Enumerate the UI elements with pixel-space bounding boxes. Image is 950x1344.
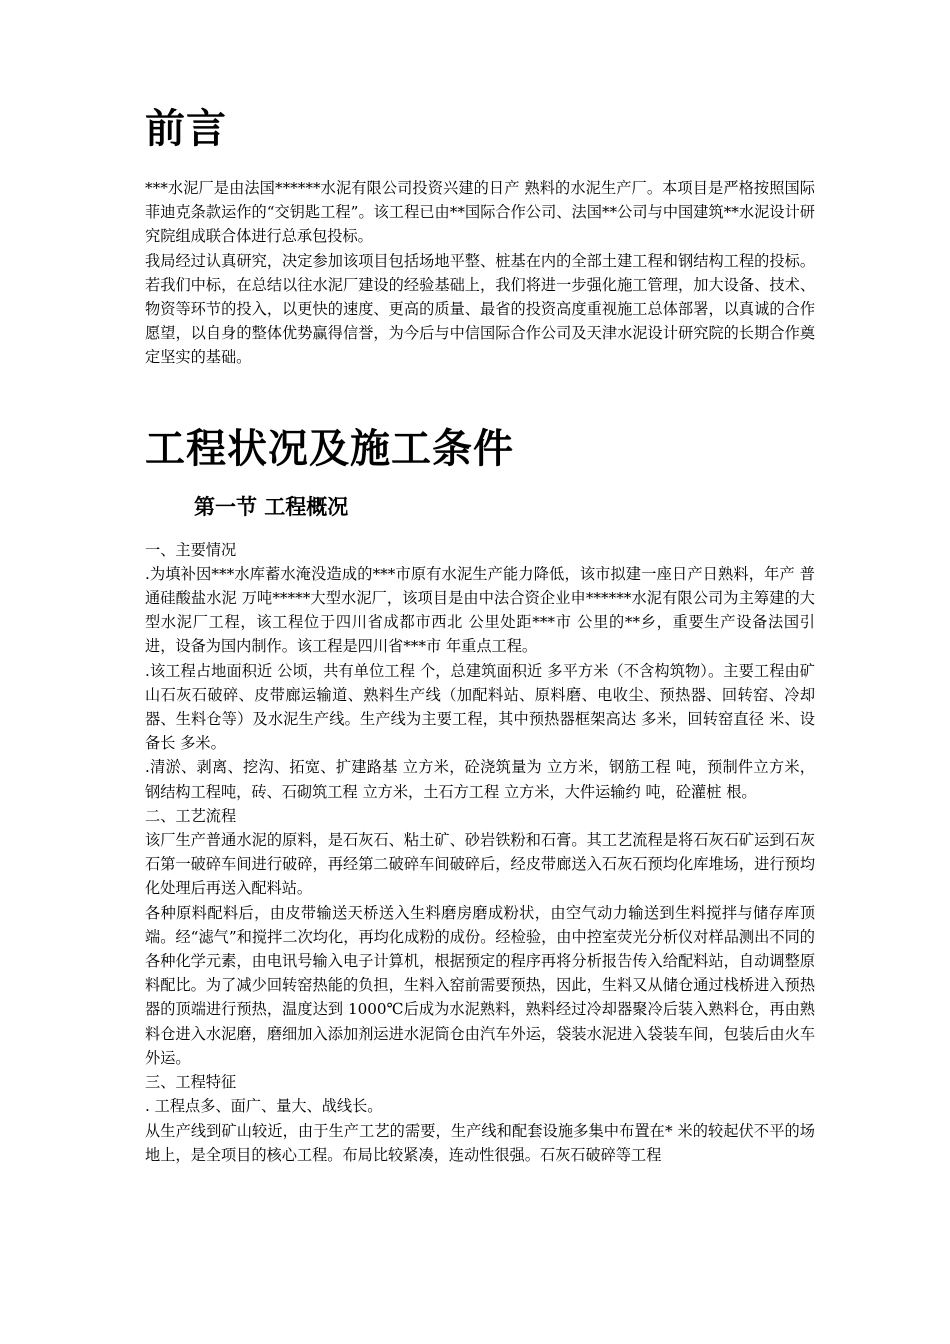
preface-paragraph: ***水泥厂是由法国******水泥有限公司投资兴建的日产 熟料的水泥生产厂。本项目是严格按照国际菲迪克条款运作的“交钥匙工程”。该工程已由**国际合作公司、法国**公司与中国建筑**水泥设计研究院组成联合体进行总承包投标。 bbox=[145, 179, 815, 246]
subheading-process-flow: 二、工艺流程 bbox=[145, 806, 237, 825]
body-paragraph: .清淤、剥离、挖沟、拓宽、扩建路基 立方米，砼浇筑量为 立方米，钢筋工程 吨，预制件立方米，钢结构工程吨，砖、石砌筑工程 立方米，土石方工程 立方米，大件运输约 吨，砼灌桩 根。 bbox=[145, 758, 815, 801]
document-content bbox=[145, 0, 815, 1167]
preface-title: 前言 bbox=[145, 106, 227, 152]
body-paragraph: .该工程占地面积近 公顷，共有单位工程 个，总建筑面积近 多平方米（不含构筑物）。主要工程由矿山石灰石破碎、皮带廊运输道、熟料生产线（加配料站、原料磨、电收尘、预热器、回转窑、冷却器、生料仓等）及水泥生产线。生产线为主要工程，其中预热器框架高达 多米，回转窑直径 米、设备长 多米。 bbox=[145, 661, 815, 753]
preface-paragraph: 我局经过认真研究，决定参加该项目包括场地平整、桩基在内的全部土建工程和钢结构工程的投标。若我们中标，在总结以往水泥厂建设的经验基础上，我们将进一步强化施工管理，加大设备、技术、物资等环节的投入，以更快的速度、更高的质量、最省的投资高度重视施工总体部署，以真诚的合作愿望，以自身的整体优势赢得信誉，为今后与中信国际合作公司及天津水泥设计研究院的长期合作奠定坚实的基础。 bbox=[145, 251, 815, 367]
conditions-title: 工程状况及施工条件 bbox=[145, 425, 514, 472]
body-paragraph: 从生产线到矿山较近，由于生产工艺的需要，生产线和配套设施多集中布置在* 米的较起伏不平的场地上，是全项目的核心工程。布局比较紧凑，连动性很强。石灰石破碎等工程 bbox=[145, 1121, 815, 1164]
subheading-engineering-features: 三、工程特征 bbox=[145, 1073, 237, 1092]
section-heading: 第一节 工程概况 bbox=[194, 494, 349, 519]
preface-body bbox=[145, 176, 815, 370]
body-paragraph: .为填补因***水库蓄水淹没造成的***市原有水泥生产能力降低，该市拟建一座日产日熟料，年产 普通硅酸盐水泥 万吨*****大型水泥厂，该项目是由中法合资企业申******水泥有限公司为主筹建的大型水泥厂工程，该工程位于四川省成都市西北 公里处距***市 公里的**乡，重要生产设备法国引进，设备为国内制作。该工程是四川省***市 年重点工程。 bbox=[145, 564, 815, 656]
body-paragraph: 该厂生产普通水泥的原料，是石灰石、粘土矿、砂岩铁粉和石膏。其工艺流程是将石灰石矿运到石灰石第一破碎车间进行破碎，再经第二破碎车间破碎后，经皮带廊送入石灰石预均化库堆场，进行预均化处理后再送入配料站。 bbox=[145, 831, 815, 898]
subheading-main-situation: 一、主要情况 bbox=[145, 540, 237, 559]
body-paragraph: . 工程点多、面广、量大、战线长。 bbox=[145, 1097, 383, 1116]
body-paragraph: 各种原料配料后，由皮带输送天桥送入生料磨房磨成粉状，由空气动力输送到生料搅拌与储存库顶端。经“滤气”和搅拌二次均化，再均化成粉的成份。经检验，由中控室荧光分析仪对样品测出不同的各种化学元素，由电讯号输入电子计算机，根据预定的程序再将分析报告传入给配料站，自动调整原料配比。为了减少回转窑热能的负担，生料入窑前需要预热，因此，生料又从储仓通过栈桥进入预热器的顶端进行预热，温度达到 1000℃后成为水泥熟料，熟料经过冷却器聚冷后装入熟料仓，再由熟料仓进入水泥磨，磨细加入添加剂运进水泥筒仓由汽车外运，袋装水泥进入袋装车间，包装后由火车外运。 bbox=[145, 903, 815, 1067]
section-1-body bbox=[145, 538, 815, 1167]
